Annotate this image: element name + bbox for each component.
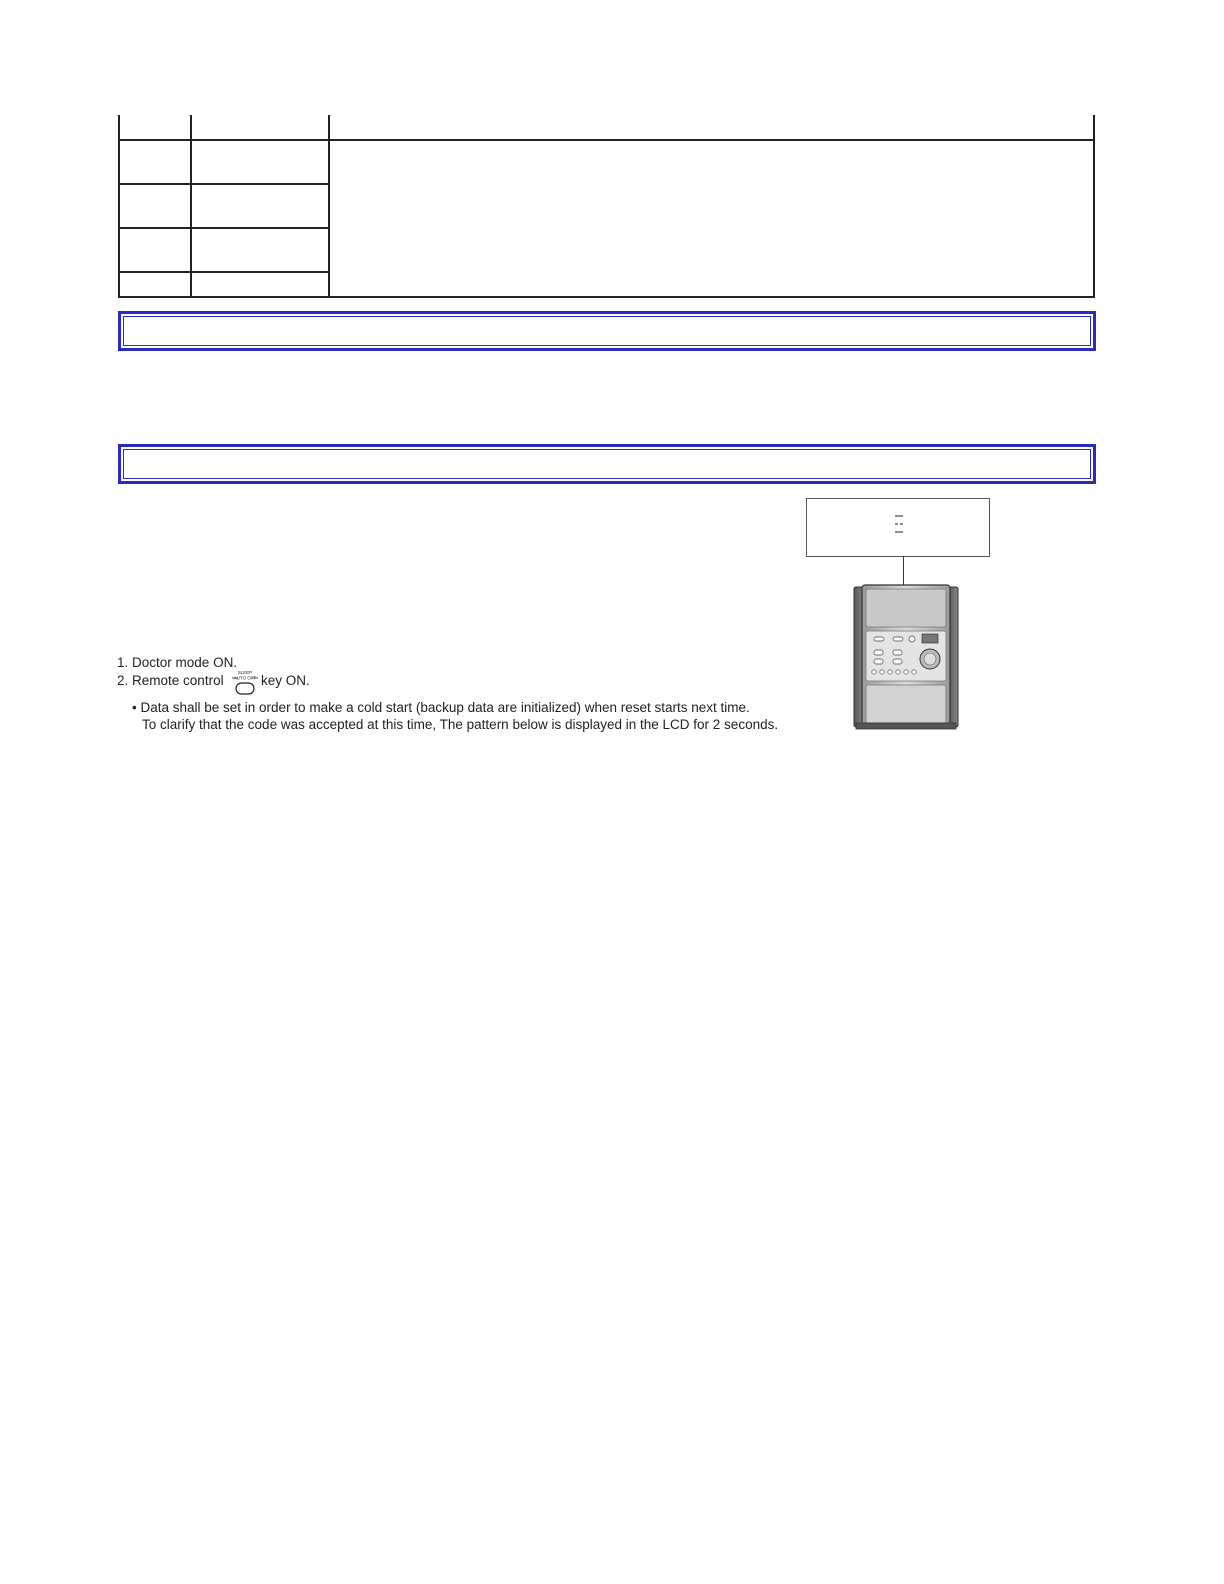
step-2: [117, 673, 224, 688]
step-number: 1.: [117, 655, 129, 670]
key-label-top: SLEEP: [237, 670, 253, 675]
step-text: Remote control: [132, 673, 224, 688]
step-1: [117, 655, 237, 670]
table-column-divider-1: [190, 115, 192, 297]
lcd-pattern-icon: [807, 499, 989, 556]
lcd-callout-box: [806, 498, 990, 557]
note-line-2: To clarify that the code was accepted at this time, The pattern below is displayed in the LCD for 2 seconds.: [142, 717, 779, 732]
note-line-1: • Data shall be set in order to make a cold start (backup data are initialized) when reset starts next time.: [132, 700, 750, 715]
key-label-bottom: AUTO OFF: [233, 675, 257, 681]
sleep-auto-off-key-icon: [230, 669, 260, 697]
table-left-border: [118, 115, 120, 297]
section-header-bar: [118, 311, 1096, 351]
table-row-divider: [118, 183, 330, 185]
table-right-border: [1093, 115, 1095, 297]
table-row-divider: [118, 139, 1095, 141]
step-number: 2.: [117, 673, 129, 688]
table-row-divider: [118, 271, 330, 273]
step-text: Doctor mode ON.: [132, 655, 238, 670]
step-2-suffix: key ON.: [261, 673, 310, 688]
stereo-unit-icon: [850, 583, 962, 731]
section-header-bar: [118, 444, 1096, 484]
table-bottom-border: [118, 296, 1095, 298]
table-column-divider-2: [328, 115, 330, 297]
table-row-divider: [118, 227, 330, 229]
